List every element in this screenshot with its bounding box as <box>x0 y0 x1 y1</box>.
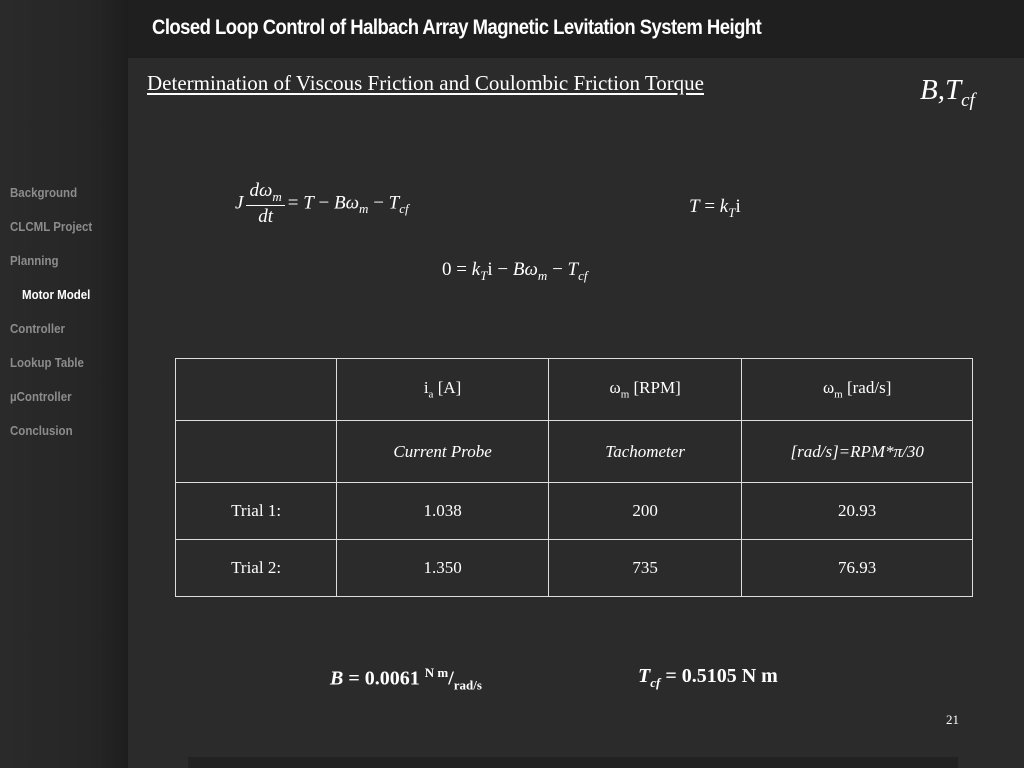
table-cell <box>176 421 337 483</box>
slide-title: Closed Loop Control of Halbach Array Magnetic Levitation System Height <box>152 16 762 39</box>
equation-motor-dynamics: J $\frac{d\omega_m}{dt}$ = $T - B\omega_m - T_{cf}$ <box>235 180 409 227</box>
bottom-bar <box>188 757 958 768</box>
measurement-table <box>175 358 973 597</box>
nav-item-clcml-project[interactable]: CLCML Project <box>10 220 93 234</box>
nav-item-conclusion[interactable]: Conclusion <box>10 424 73 438</box>
table-cell: 200 <box>548 483 741 540</box>
equation-torque-constant: $T = k_Ti$ <box>689 196 741 220</box>
result-coulomb-friction: $T_{cf} = 0.5105$ N m <box>638 665 778 690</box>
table-cell: 20.93 <box>742 483 973 540</box>
table-row <box>176 483 973 540</box>
slide-subtitle: Determination of Viscous Friction and Coulombic Friction Torque <box>147 71 705 95</box>
table-cell: 1.038 <box>337 483 549 540</box>
table-row <box>176 540 973 597</box>
nav-item-lookup-table[interactable]: Lookup Table <box>10 356 84 370</box>
sidebar <box>0 0 128 768</box>
nav-item-background[interactable]: Background <box>10 186 78 200</box>
corner-equation: $B,T_{cf}$ <box>920 74 975 111</box>
table-cell: Trial 1: <box>176 483 337 540</box>
table-cell: Tachometer <box>548 421 741 483</box>
nav-item-planning[interactable]: Planning <box>10 254 59 268</box>
table-cell: 1.350 <box>337 540 549 597</box>
table-cell: Trial 2: <box>176 540 337 597</box>
table-header-cell: $i_a$ [A] <box>337 359 549 421</box>
page-number: 21 <box>946 712 959 727</box>
nav-item-controller[interactable]: Controller <box>10 322 65 336</box>
table-cell: 735 <box>548 540 741 597</box>
nav-item-ucontroller[interactable]: µController <box>10 390 72 404</box>
table-header-row <box>176 359 973 421</box>
table-header-cell: $\omega_m$ [rad/s] <box>742 359 973 421</box>
table-cell: [rad/s]=RPM*π/30 <box>742 421 973 483</box>
equation-steady-state: $0 = k_Ti - B\omega_m - T_{cf}$ <box>442 259 588 283</box>
table-cell: 76.93 <box>742 540 973 597</box>
table-cell <box>176 359 337 421</box>
table-header-cell: $\omega_m$ [RPM] <box>548 359 741 421</box>
table-cell: Current Probe <box>337 421 549 483</box>
table-row <box>176 421 973 483</box>
result-viscous-friction: B = 0.0061 $^{N m}/_{rad/s}$ <box>330 665 482 693</box>
nav-item-motor-model[interactable]: Motor Model <box>22 288 91 302</box>
